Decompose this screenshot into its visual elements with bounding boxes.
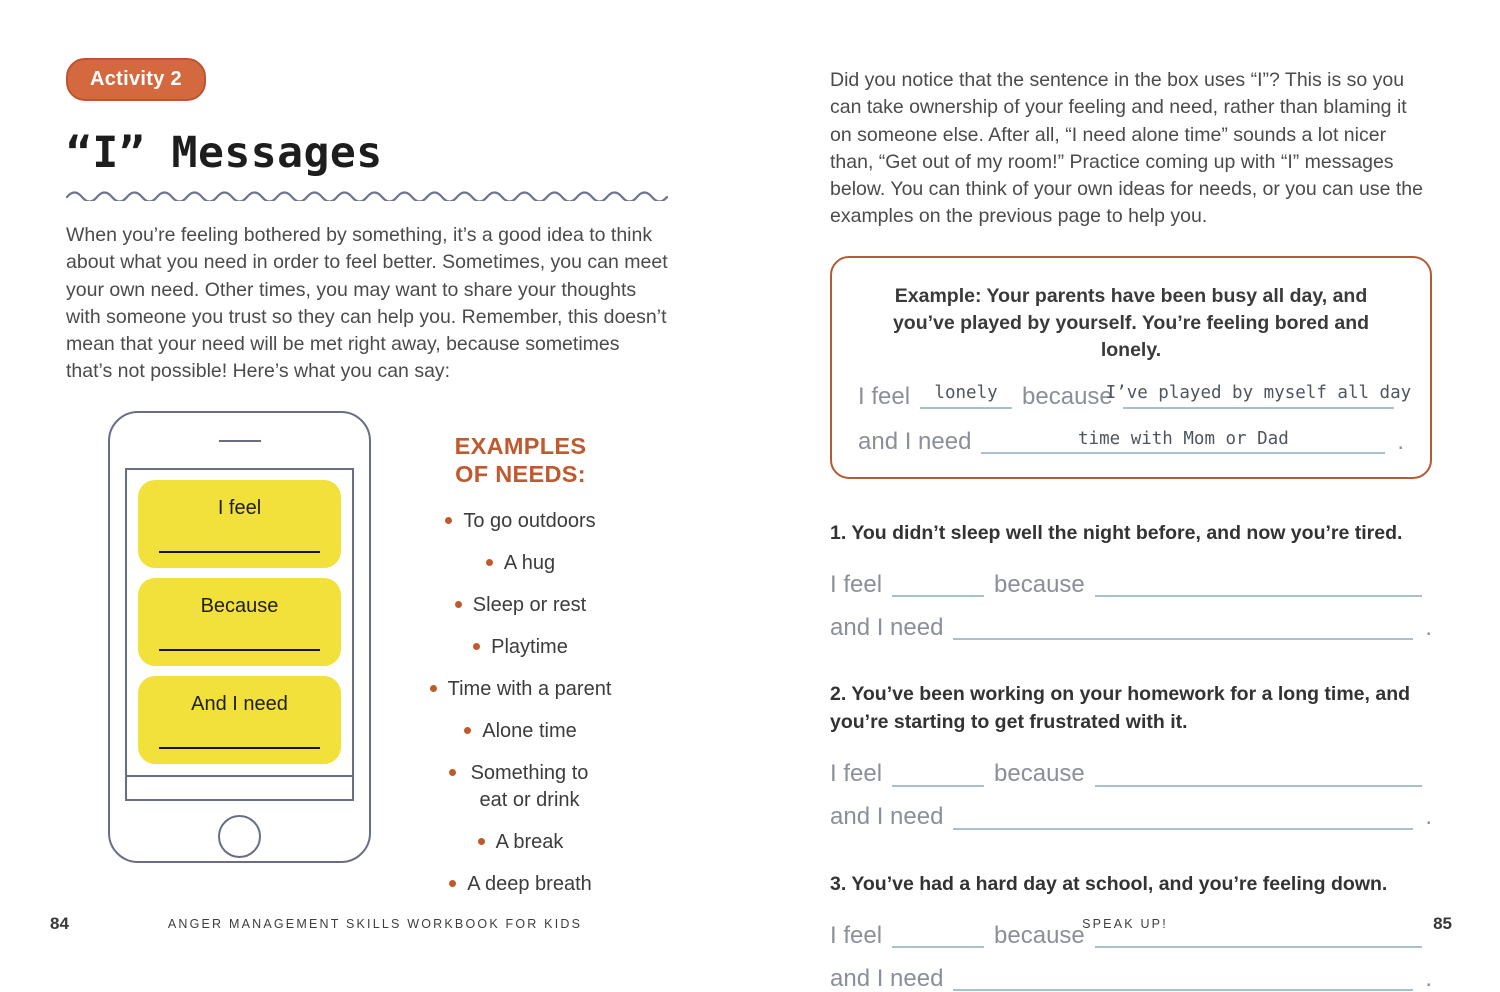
bullet-icon [449,769,456,776]
bullet-icon [464,727,471,734]
fill-row-1 [830,569,1432,597]
left-intro-paragraph: When you’re feeling bothered by something, it’s a good idea to think about what you need in order to feel better. Sometimes, you can meet your own need. Other times, you may want to share your thoughts with someone you trust so they can help you. Remember, this doesn’t mean that your need will be met right away, because sometimes that’s not possible! Here’s what you can say: [66,224,668,383]
page-number: 85 [1433,914,1452,933]
phone-bottom-band [125,777,354,801]
label-i-feel: I feel [830,921,883,949]
answer-feeling: lonely [920,384,1012,408]
page-left [0,0,750,964]
sentence-period: . [1425,803,1432,831]
label-and-i-need: and I need [830,803,944,831]
label-i-feel: I feel [830,570,883,598]
sentence-period: . [1425,964,1432,992]
sticky-note-i-feel [138,480,341,568]
label-and-i-need: and I need [830,613,944,641]
activity-badge: Activity 2 [66,58,206,101]
sticky-note-because [138,578,341,666]
blank-need [953,963,1413,991]
phone-speaker-line [219,440,261,442]
phone-home-button [218,815,261,858]
label-i-feel: I feel [858,382,911,410]
blank-need [953,612,1413,640]
blank-reason [1095,759,1422,787]
bullet-icon [430,685,437,692]
blank-feeling [892,759,984,787]
phone-screen [125,468,354,777]
label-and-i-need: and I need [830,964,944,992]
blank-need [953,802,1413,830]
page-number: 84 [50,914,69,933]
prompt-1 [830,519,1432,640]
bullet-icon [478,838,485,845]
sentence-period: . [1397,427,1404,455]
list-item: A deep breath [430,871,612,898]
answer-reason: I’ve played by myself all day [1123,384,1394,408]
sticky-note-and-i-need [138,676,341,764]
list-item: Alone time [430,718,612,745]
left-footer [0,914,750,936]
page-title: “I” Messages [66,128,383,178]
example-box [830,256,1432,479]
page-right [750,0,1500,992]
label-because: because [994,760,1085,788]
prompt-2 [830,680,1432,830]
label-because: because [994,921,1085,949]
bullet-icon [473,643,480,650]
needs-column [371,432,670,913]
prompt-text: 2. You’ve been working on your homework for a long time, and you’re starting to get frustrated with it. [830,683,1411,734]
sentence-period: . [1425,613,1432,641]
wavy-divider [66,187,668,201]
example-fill-row-1 [858,382,1412,410]
blank-feeling [892,569,984,597]
blank-reason [1095,569,1422,597]
list-item: Playtime [430,634,612,661]
example-scenario: Example: Your parents have been busy all day, and you’ve played by yourself. You’re feeling bored and lonely. [892,284,1370,361]
fill-row-2 [830,802,1432,830]
label-because: because [994,570,1085,598]
bullet-icon [455,601,462,608]
note-label: And I need [191,692,288,715]
list-item: To go outdoors [430,508,612,535]
right-footer [750,914,1500,936]
label-i-feel: I feel [830,760,883,788]
right-intro-paragraph: Did you notice that the sentence in the box uses “I”? This is so you can take ownership of your feeling and need, rather than blaming it on someone else. After all, “I need alone time” sounds a lot nicer than, “Get out of my room!” Practice coming up with “I” messages below. You can think of your own ideas for needs, or you can use the examples on the previous page to help you. [830,69,1423,228]
illustration-row [66,411,670,913]
note-label: Because [200,594,279,617]
fill-row-2 [830,612,1432,640]
note-blank-line [159,551,320,553]
list-item: Something to eat or drink [430,760,612,814]
running-title: SPEAK UP! [1082,917,1168,931]
fill-row-2 [830,963,1432,991]
fill-row-1 [830,759,1432,787]
needs-list [430,508,612,913]
list-item: Time with a parent [430,676,612,703]
prompt-text: 3. You’ve had a hard day at school, and you’re feeling down. [830,872,1388,895]
bullet-icon [449,880,456,887]
answer-need: time with Mom or Dad [981,430,1385,454]
list-item: A hug [430,550,612,577]
example-fill-row-2 [858,429,1404,454]
running-title: ANGER MANAGEMENT SKILLS WORKBOOK FOR KIDS [167,917,583,931]
needs-heading: EXAMPLES OF NEEDS: [454,432,587,487]
phone-illustration [108,411,371,863]
note-blank-line [159,747,320,749]
note-blank-line [159,649,320,651]
bullet-icon [486,559,493,566]
list-item: A break [430,829,612,856]
bullet-icon [445,517,452,524]
list-item: Sleep or rest [430,592,612,619]
label-because: because [1022,382,1113,410]
prompt-text: 1. You didn’t sleep well the night before, and now you’re tired. [830,521,1403,544]
label-and-i-need: and I need [858,427,972,455]
note-label: I feel [217,496,262,519]
